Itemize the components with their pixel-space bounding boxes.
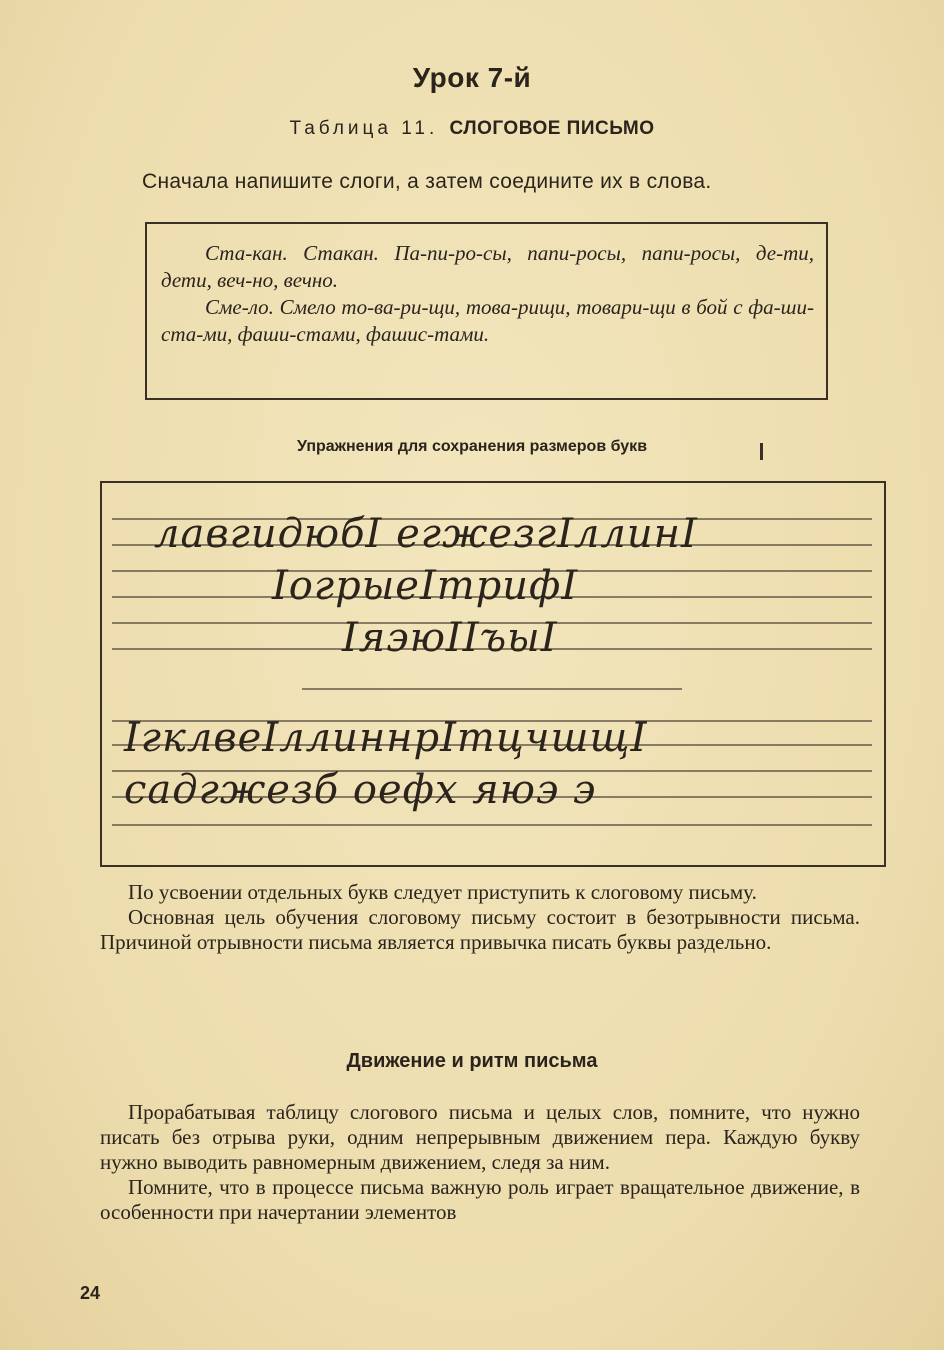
practice-row-3: IяэюIIъыI bbox=[342, 615, 558, 661]
exercise-caption: Упражнения для сохранения размеров букв bbox=[296, 438, 648, 455]
practice-row-5: садгжезб оефх яюэ э bbox=[124, 767, 597, 813]
practice-row-1: лавгидюбI егжезгIллинI bbox=[154, 511, 698, 557]
body2-paragraph-1: Прорабатывая таблицу слогового письма и целых слов, помните, что нужно писать без отрыва руки, одним непрерывным движением пера. Каждую букву нужно выводить равномерным движением, следя за ним. bbox=[100, 1100, 860, 1174]
syllable-paragraph-2: Сме-ло. Смело то-ва-ри-щи, това-рищи, товари-щи в бой с фа-ши-ста-ми, фаши-стами, фашис-тами. bbox=[161, 295, 814, 346]
table-caption bbox=[0, 118, 944, 140]
lesson-title: Урок 7-й bbox=[412, 62, 532, 93]
page-number: 24 bbox=[80, 1283, 101, 1303]
instruction-text: Сначала напишите слоги, а затем соедините их в слова. bbox=[142, 170, 712, 193]
body-text-1 bbox=[100, 880, 860, 955]
body2-paragraph-2: Помните, что в процессе письма важную роль играет вращательное движение, в особенности при начертании элементов bbox=[100, 1175, 860, 1224]
margin-mark bbox=[760, 443, 763, 460]
section-heading: Движение и ритм письма bbox=[346, 1050, 598, 1072]
practice-row-2: IогрыеIтрифI bbox=[272, 563, 579, 609]
practice-row-4: IгклвеIллиннрIтцчшщI bbox=[124, 715, 648, 761]
syllable-example-box bbox=[145, 222, 828, 400]
syllable-paragraph-1: Ста-кан. Стакан. Па-пи-ро-сы, папи-росы, папи-росы, де-ти, дети, веч-но, вечно. bbox=[161, 241, 814, 292]
body-paragraph-1: По усвоении отдельных букв следует приступить к слоговому письму. bbox=[128, 880, 757, 904]
handwriting-practice-box bbox=[100, 481, 886, 867]
table-number: Таблица 11. bbox=[289, 118, 439, 139]
body-text-2 bbox=[100, 1100, 860, 1225]
body-paragraph-2: Основная цель обучения слоговому письму состоит в безотрывности письма. Причиной отрывности письма является привычка писать буквы раздельно. bbox=[100, 905, 860, 954]
table-name: СЛОГОВОЕ ПИСЬМО bbox=[449, 118, 655, 139]
